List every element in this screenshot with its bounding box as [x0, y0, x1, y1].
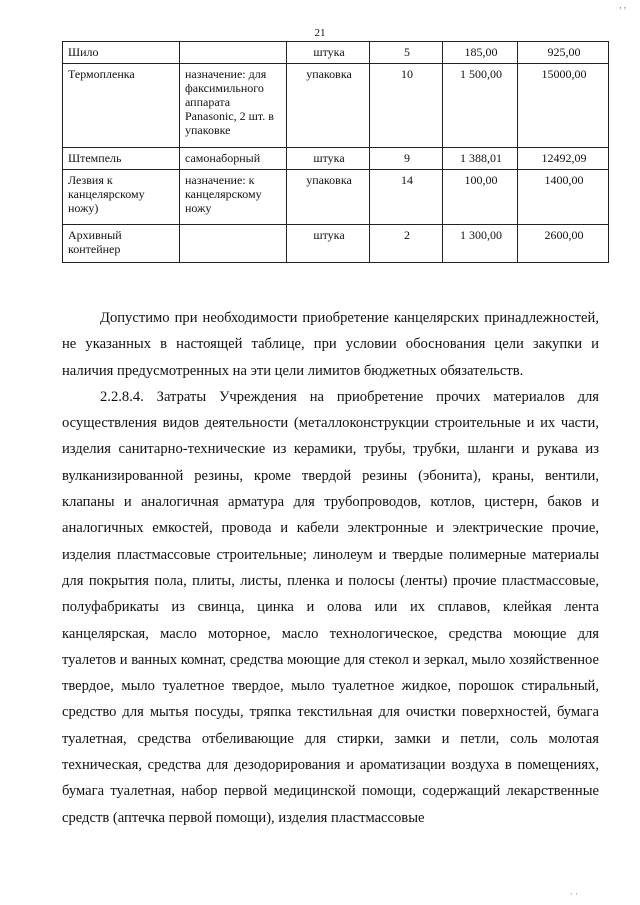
- cell-sum: 1400,00: [518, 170, 609, 225]
- cell-sum: 15000,00: [518, 64, 609, 148]
- paragraph: Допустимо при необходимости приобретение канцелярских принадлежностей, не указанных в настоящей таблице, при условии обоснования цели закупки и наличия предусмотренных на эти цели лимитов бюджетных обязательств.: [62, 310, 599, 379]
- cell-qty: 10: [370, 64, 443, 148]
- cell-note: [180, 42, 287, 64]
- cell-price: 1 300,00: [443, 225, 518, 263]
- cell-price: 1 388,01: [443, 148, 518, 170]
- cell-name: Лезвия к канцелярскому ножу): [63, 170, 180, 225]
- cell-qty: 2: [370, 225, 443, 263]
- body-text: [62, 305, 599, 831]
- table-row: [63, 170, 609, 225]
- cell-qty: 14: [370, 170, 443, 225]
- table-row: [63, 64, 609, 148]
- paragraph: 2.2.8.4. Затраты Учреждения на приобретение прочих материалов для осуществления видов деятельности (металлоконструкции строительные и их части, изделия санитарно-технические из керамики, трубы, трубки, шланги и рукава из вулканизированной резины, кроме твердой резины (эбонита), краны, вентили, клапаны и аналогичная арматура для трубопроводов, котлов, цистерн, баков и аналогичных емкостей, провода и кабели электронные и электрические прочие, изделия пластмассовые строительные; линолеум и твердые полимерные материалы для покрытия пола, плиты, листы, пленка и полосы (ленты) прочие пластмассовые, полуфабрикаты из свинца, цинка и олова или их сплавов, клейкая лента канцелярская, масло моторное, масло технологическое, средства моющие для туалетов и ванных комнат, средства моющие для стекол и зеркал, мыло хозяйственное твердое, мыло туалетное твердое, мыло туалетное жидкое, порошок стиральный, средство для мытья посуды, тряпка текстильная для очистки поверхностей, бумага туалетная, средства отбеливающие для стирки, замки и петли, соль молотая техническая, средства для дезодорирования и ароматизации воздуха в помещениях, бумага туалетная, набор первой медицинской помощи, содержащий лекарственные средств (аптечка первой помощи), изделия пластмассовые: [62, 388, 599, 826]
- cell-price: 185,00: [443, 42, 518, 64]
- cell-price: 100,00: [443, 170, 518, 225]
- cell-sum: 2600,00: [518, 225, 609, 263]
- cell-name: Термопленка: [63, 64, 180, 148]
- cell-unit: штука: [287, 148, 370, 170]
- table-row: [63, 148, 609, 170]
- scan-mark-top: , ,: [619, 0, 626, 10]
- cell-name: Архивный контейнер: [63, 225, 180, 263]
- cell-unit: упаковка: [287, 64, 370, 148]
- cell-name: Штемпель: [63, 148, 180, 170]
- cell-unit: штука: [287, 225, 370, 263]
- cell-price: 1 500,00: [443, 64, 518, 148]
- cell-note: [180, 225, 287, 263]
- table-row: [63, 225, 609, 263]
- cell-sum: 925,00: [518, 42, 609, 64]
- page-number: 21: [314, 27, 326, 39]
- table-row: [63, 42, 609, 64]
- cell-unit: штука: [287, 42, 370, 64]
- cell-qty: 5: [370, 42, 443, 64]
- cell-note: назначение: к канцелярскому ножу: [180, 170, 287, 225]
- cell-note: самонаборный: [180, 148, 287, 170]
- cell-name: Шило: [63, 42, 180, 64]
- scan-mark-bottom: · ·: [569, 889, 578, 899]
- items-table: [62, 41, 609, 263]
- cell-qty: 9: [370, 148, 443, 170]
- cell-sum: 12492,09: [518, 148, 609, 170]
- cell-note: назначение: для факсимильного аппарата Panasonic, 2 шт. в упаковке: [180, 64, 287, 148]
- cell-unit: упаковка: [287, 170, 370, 225]
